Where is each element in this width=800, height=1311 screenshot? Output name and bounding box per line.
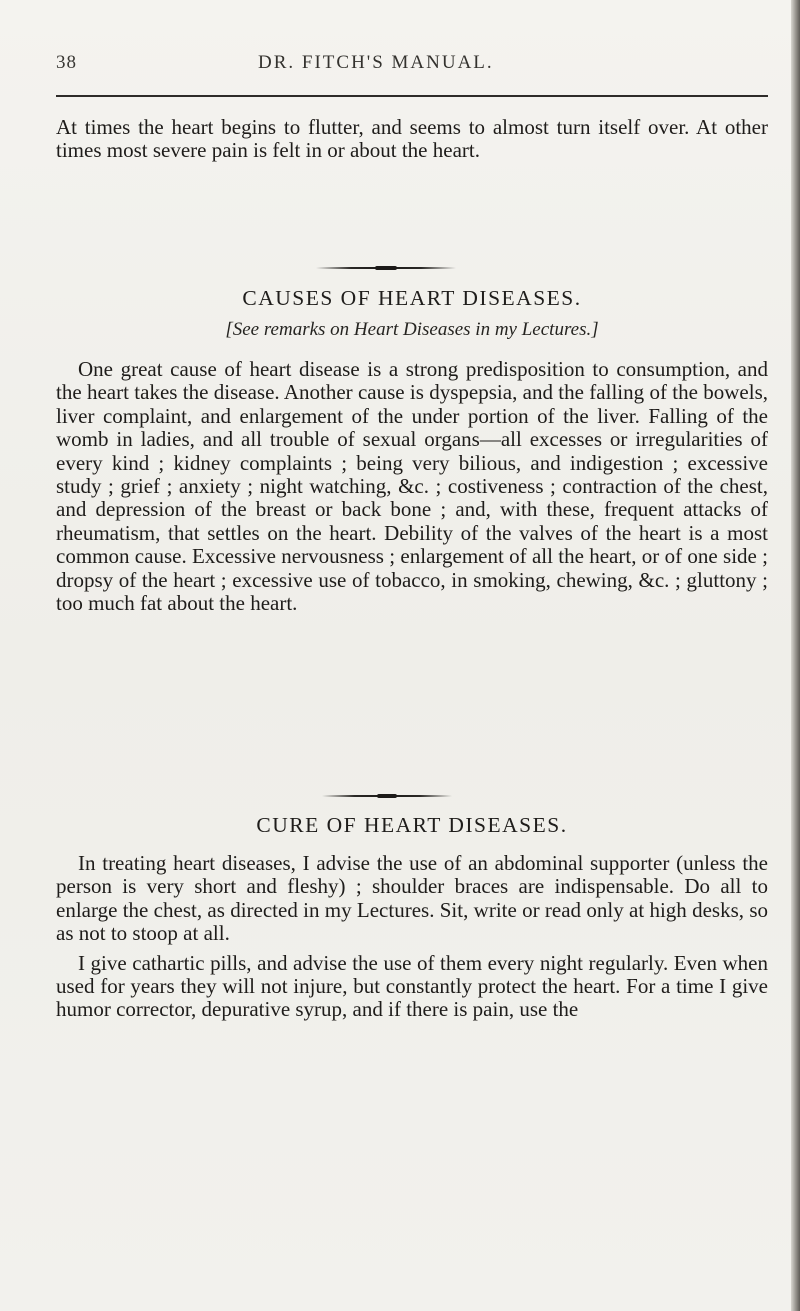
cure-paragraph-1: In treating heart diseases, I advise the use of an abdominal supporter (unless the person is very short and fleshy) ; shoulder braces are indispensable. Do all to enlarge the chest, as directed in my Lectures. Sit, write or read only at high desks, so as not to stoop at all.	[56, 851, 768, 946]
cure-paragraph-2: I give cathartic pills, and advise the use of them every night regularly. Even when used for years they will not injure, but constantly protect the heart. For a time I give humor corrector, depurative syrup, and if there is pain, use the	[56, 950, 768, 1022]
cure-heading: CURE OF HEART DISEASES.	[256, 813, 568, 837]
causes-paragraph: One great cause of heart disease is a strong predisposition to consumption, and the heart takes the disease. Another cause is dyspepsia, and the falling of the bowels, liver complaint, and enlargement of the under portion of the liver. Falling of the womb in ladies, and all trouble of sexual organs—all excesses or irregularities of every kind ; kidney complaints ; being very bilious, and indigestion ; excessive study ; grief ; anxiety ; night watching, &c. ; costiveness ; contraction of the chest, and depression of the breast or back bone ; and, with these, frequent attacks of rheumatism, that settles on the heart. Debility of the valves of the heart is a most common cause. Excessive nervousness ; enlargement of all the heart, or of one side ; dropsy of the heart ; excessive use of tobacco, in smoking, chewing, &c. ; gluttony ; too much fat about the heart.	[56, 357, 768, 616]
section-divider	[322, 795, 452, 797]
running-head: DR. FITCH'S MANUAL.	[258, 52, 494, 73]
causes-heading: CAUSES OF HEART DISEASES.	[242, 286, 582, 310]
intro-paragraph: At times the heart begins to flutter, and seems to almost turn itself over. At other times most severe pain is felt in or about the heart.	[56, 115, 768, 163]
page-header	[56, 52, 768, 82]
page-number: 38	[56, 52, 77, 73]
section-divider	[316, 267, 456, 269]
cure-section	[56, 852, 768, 1022]
intro-section	[56, 116, 768, 163]
header-rule	[56, 95, 768, 97]
causes-section	[56, 358, 768, 615]
page-edge	[791, 0, 800, 1311]
causes-note: [See remarks on Heart Diseases in my Lectures.]	[225, 319, 599, 340]
